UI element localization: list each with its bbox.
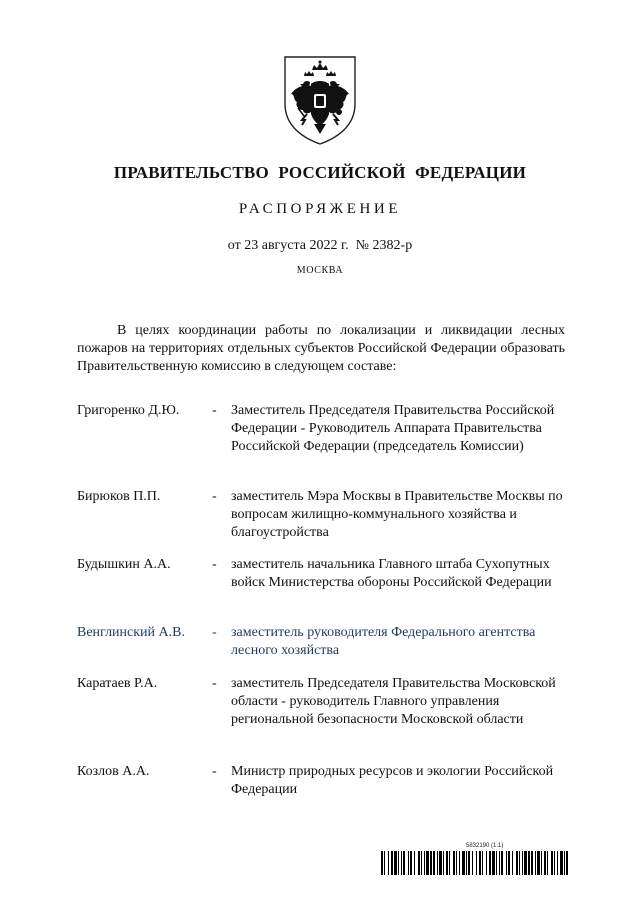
member-dash: - [212, 764, 217, 779]
member-position: заместитель Мэра Москвы в Правительстве Москвы по вопросам жилищно-коммунального хозяйства и благоустройства [231, 489, 563, 540]
member-position: Министр природных ресурсов и экологии Российской Федерации [231, 764, 554, 797]
state-emblem-icon [281, 54, 359, 146]
member-name: Каратаев Р.А. [77, 676, 158, 691]
member-name: Бирюков П.П. [77, 489, 161, 504]
member-position: заместитель руководителя Федерального агентства лесного хозяйства [231, 625, 536, 658]
member-dash: - [212, 557, 217, 572]
member-position: заместитель Председателя Правительства Московской области - руководитель Главного управления региональной безопасности Московской области [231, 676, 556, 727]
barcode-number: 5832190 (1.1) [466, 843, 504, 849]
member-position: заместитель начальника Главного штаба Сухопутных войск Министерства обороны Российской Федерации [231, 557, 552, 590]
member-name: Будышкин А.А. [77, 557, 171, 572]
member-dash: - [212, 676, 217, 691]
member-dash: - [212, 489, 217, 504]
member-name: Козлов А.А. [77, 764, 150, 779]
intro-paragraph: В целях координации работы по локализации и ликвидации лесных пожаров на территориях отдельных субъектов Российской Федерации образовать Правительственную комиссию в следующем составе: [77, 323, 565, 374]
member-position: Заместитель Председателя Правительства Российской Федерации - Руководитель Аппарата Правительства Российской Федерации (председатель Комиссии) [231, 403, 555, 454]
barcode-icon [381, 851, 568, 875]
member-dash: - [212, 403, 217, 418]
document-type: РАСПОРЯЖЕНИЕ [238, 201, 402, 217]
member-name: Венглинский А.В. [77, 625, 185, 640]
member-name: Григоренко Д.Ю. [77, 403, 180, 418]
document-city: МОСКВА [296, 265, 344, 276]
document-date-number: от 23 августа 2022 г. № 2382-р [227, 238, 413, 253]
member-dash: - [212, 625, 217, 640]
government-title: ПРАВИТЕЛЬСТВО РОССИЙСКОЙ ФЕДЕРАЦИИ [113, 163, 527, 182]
